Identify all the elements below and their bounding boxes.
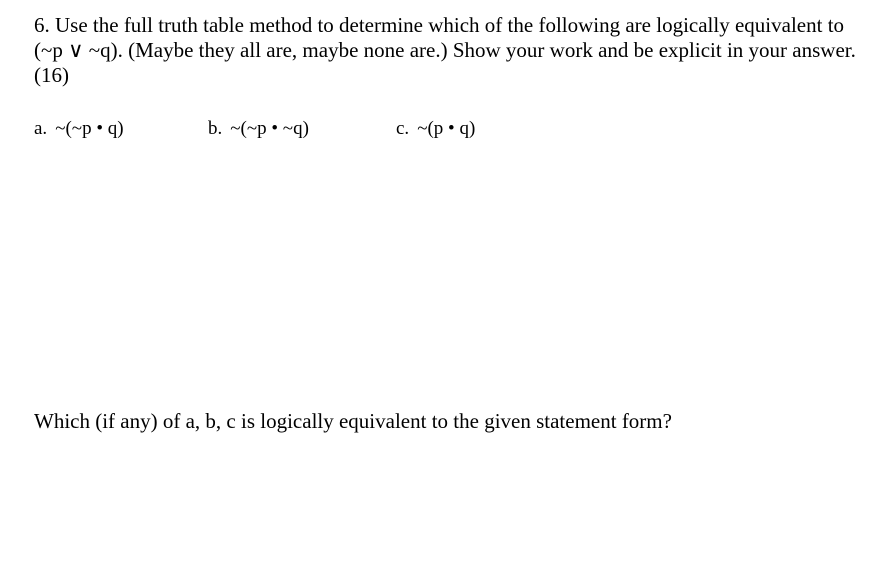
option-c — [396, 116, 475, 142]
option-b-formula: ~(~p • ~q) — [230, 118, 309, 139]
option-b — [208, 116, 309, 142]
option-c-formula: ~(p • q) — [417, 118, 476, 139]
answer-options — [0, 116, 888, 146]
option-a-formula: ~(~p • q) — [55, 118, 124, 139]
option-a — [34, 116, 124, 142]
option-b-letter: b. — [208, 118, 223, 139]
question-prompt — [34, 13, 874, 88]
question-text: 6. Use the full truth table method to determine which of the following are logically equivalent to (~p ∨ ~q). (Maybe they all are, maybe none are.) Show your work and be explicit in your answer. (16) — [34, 13, 856, 87]
option-c-letter: c. — [396, 118, 410, 139]
option-a-letter: a. — [34, 118, 48, 139]
followup-question: Which (if any) of a, b, c is logically equivalent to the given statement form? — [34, 409, 672, 433]
